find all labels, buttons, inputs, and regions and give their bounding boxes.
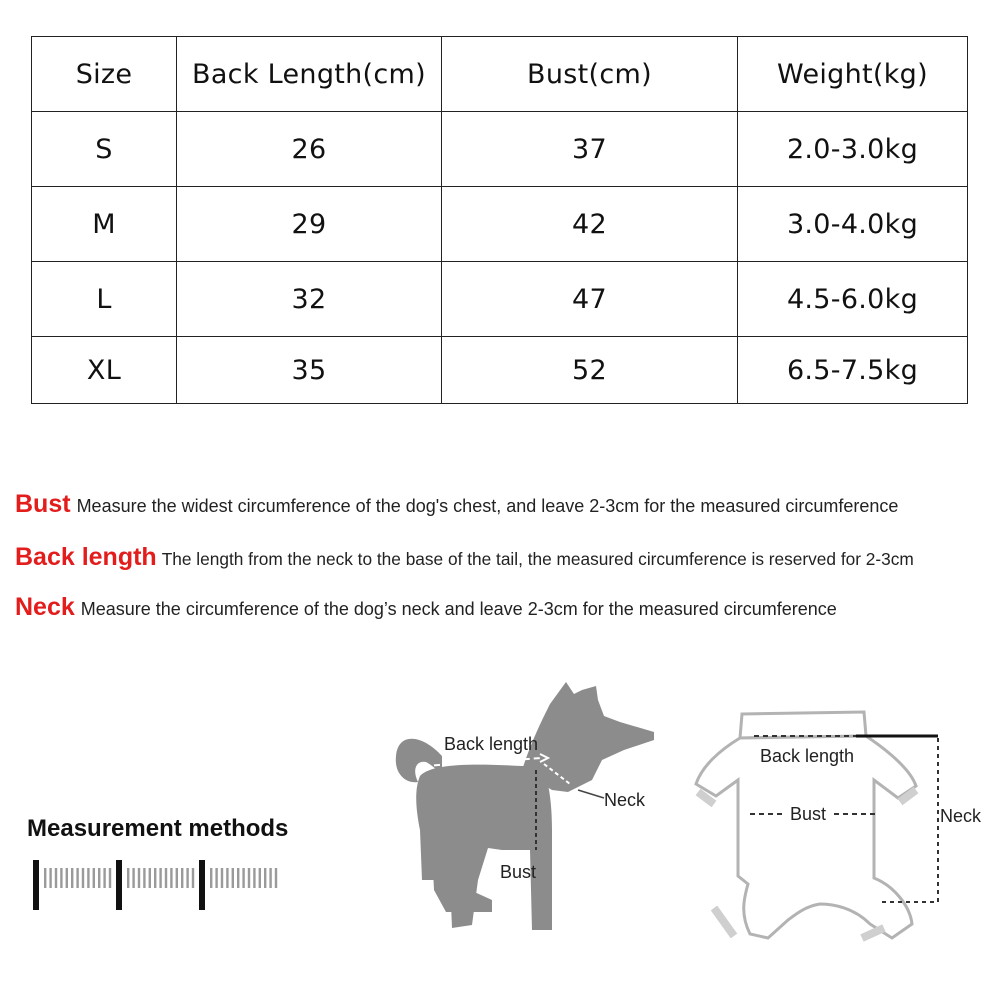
measurement-methods-title: Measurement methods: [27, 815, 289, 842]
header-weight: Weight(kg): [738, 37, 968, 112]
cell-size: L: [32, 262, 177, 337]
cell-weight: 6.5-7.5kg: [738, 337, 968, 404]
header-size: Size: [32, 37, 177, 112]
term-neck: Neck: [15, 593, 75, 621]
cell-weight: 3.0-4.0kg: [738, 187, 968, 262]
cell-bust: 47: [442, 262, 738, 337]
garment-bust-label: Bust: [790, 804, 827, 824]
size-table: [31, 36, 968, 404]
table-row: [32, 337, 968, 404]
definition-back-length-text: The length from the neck to the base of the tail, the measured circumference is reserved for 2-3cm: [161, 549, 914, 569]
table-header-row: [32, 37, 968, 112]
cell-back-length: 29: [177, 187, 442, 262]
cell-size: M: [32, 187, 177, 262]
dog-measurement-diagram: [392, 680, 682, 950]
definition-bust-text: Measure the widest circumference of the dog's chest, and leave 2-3cm for the measured circumference: [76, 496, 899, 516]
definition-bust: [15, 490, 898, 519]
table-row: [32, 187, 968, 262]
dog-back-length-label: Back length: [444, 734, 539, 754]
header-bust: Bust(cm): [442, 37, 738, 112]
dog-neck-label: Neck: [604, 790, 646, 810]
cell-bust: 42: [442, 187, 738, 262]
term-bust: Bust: [15, 490, 71, 518]
table-row: [32, 262, 968, 337]
term-back-length: Back length: [15, 543, 157, 571]
cell-back-length: 35: [177, 337, 442, 404]
cell-size: XL: [32, 337, 177, 404]
ruler-icon: [30, 860, 280, 912]
definition-neck-text: Measure the circumference of the dog’s neck and leave 2-3cm for the measured circumference: [80, 599, 837, 619]
garment-back-length-label: Back length: [760, 746, 855, 766]
cell-bust: 37: [442, 112, 738, 187]
cell-bust: 52: [442, 337, 738, 404]
cell-back-length: 26: [177, 112, 442, 187]
cell-weight: 4.5-6.0kg: [738, 262, 968, 337]
cell-weight: 2.0-3.0kg: [738, 112, 968, 187]
garment-measurement-diagram: [684, 708, 989, 953]
definition-neck: [15, 593, 837, 622]
garment-neck-label: Neck: [940, 806, 982, 826]
cell-back-length: 32: [177, 262, 442, 337]
definition-back-length: [15, 543, 914, 572]
table-row: [32, 112, 968, 187]
header-back-length: Back Length(cm): [177, 37, 442, 112]
dog-bust-label: Bust: [500, 862, 537, 882]
cell-size: S: [32, 112, 177, 187]
